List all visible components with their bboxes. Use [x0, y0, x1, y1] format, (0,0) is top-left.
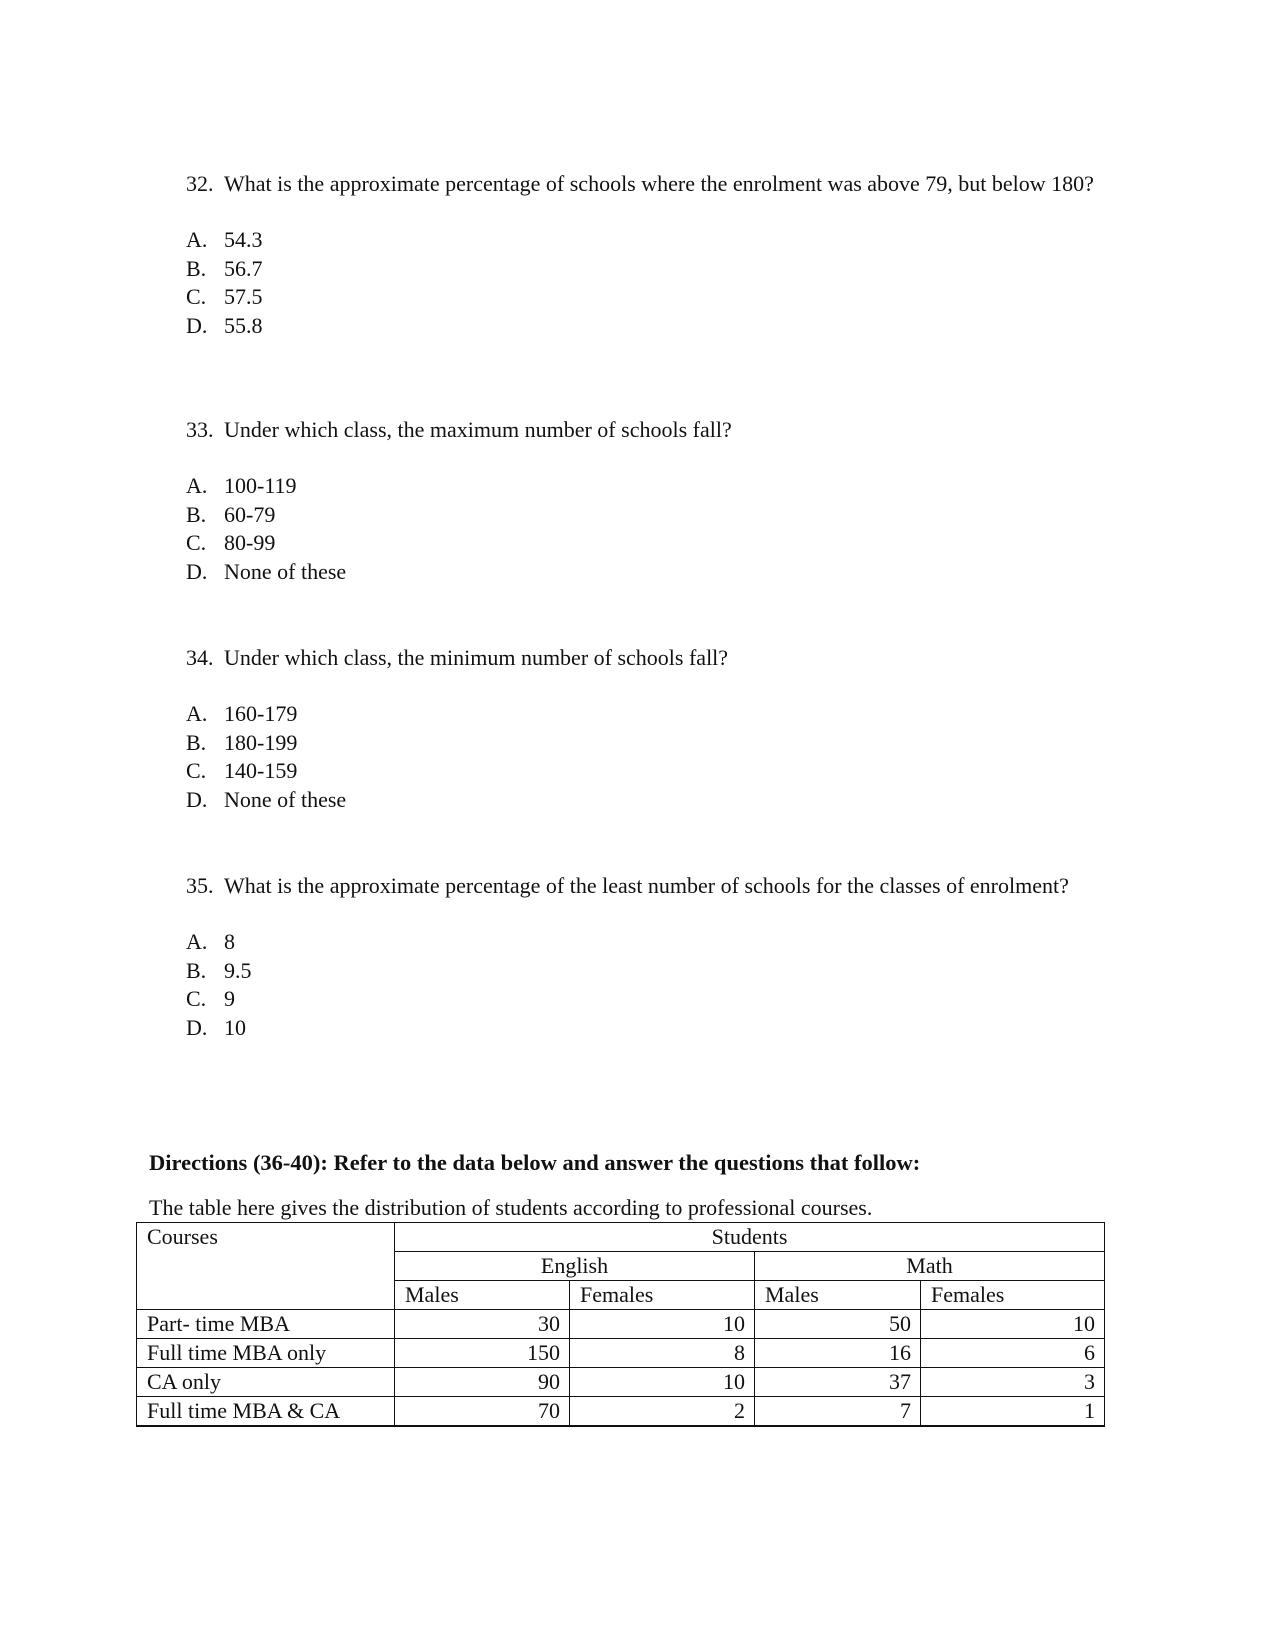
option-text: 80-99	[224, 530, 276, 555]
table-row	[137, 1310, 1105, 1339]
question-text: Under which class, the maximum number of schools fall?	[224, 417, 732, 442]
table-cell: 30	[395, 1310, 570, 1339]
group-header-math: Math	[755, 1252, 1105, 1281]
option	[186, 957, 1116, 986]
options-list	[186, 700, 1116, 814]
option-letter: B.	[186, 729, 207, 755]
option	[186, 472, 1116, 501]
table-cell: 90	[395, 1368, 570, 1397]
option-letter: A.	[186, 473, 208, 498]
question-number: 33.	[186, 417, 214, 442]
table-row	[137, 1397, 1105, 1427]
subheader-math-females: Females	[921, 1281, 1105, 1310]
subheader-math-males: Males	[755, 1281, 921, 1310]
option-letter: D.	[186, 786, 208, 812]
option-text: None of these	[224, 558, 347, 584]
option-text: 60-79	[224, 501, 276, 527]
question-34	[186, 644, 1116, 814]
table-cell: 70	[395, 1397, 570, 1427]
option	[186, 501, 1116, 530]
question-number: 32.	[186, 171, 214, 196]
option-text: 140-159	[224, 758, 298, 783]
subheader-english-males: Males	[395, 1281, 570, 1310]
option-letter: B.	[186, 501, 207, 527]
options-list	[186, 226, 1116, 340]
option-letter: A.	[186, 227, 208, 252]
option	[186, 255, 1116, 284]
option-text: 9.5	[224, 957, 252, 983]
table-cell: 16	[755, 1339, 921, 1368]
question-text: What is the approximate percentage of the least number of schools for the classes of enrolment?	[224, 873, 1069, 898]
option-letter: A.	[186, 929, 208, 954]
courses-header: Courses	[137, 1223, 395, 1310]
course-name: Part- time MBA	[137, 1310, 395, 1339]
option-letter: C.	[186, 758, 207, 783]
table-header-row	[137, 1223, 1105, 1252]
option-text: 54.3	[224, 227, 263, 252]
students-distribution-table	[136, 1222, 1105, 1427]
group-header-english: English	[395, 1252, 755, 1281]
table-cell: 6	[921, 1339, 1105, 1368]
option-text: None of these	[224, 786, 347, 812]
option-text: 10	[224, 1014, 246, 1040]
table-cell: 10	[921, 1310, 1105, 1339]
option	[186, 928, 1116, 957]
question-text: What is the approximate percentage of schools where the enrolment was above 79, but below 180?	[224, 171, 1094, 196]
subheader-english-females: Females	[570, 1281, 755, 1310]
table-cell: 10	[570, 1368, 755, 1397]
course-name: Full time MBA & CA	[137, 1397, 395, 1427]
table-cell: 50	[755, 1310, 921, 1339]
table-row	[137, 1368, 1105, 1397]
option	[186, 786, 1116, 815]
table-cell: 1	[921, 1397, 1105, 1427]
option	[186, 729, 1116, 758]
option-text: 55.8	[224, 312, 263, 338]
option-letter: D.	[186, 558, 208, 584]
table-cell: 2	[570, 1397, 755, 1427]
question-35	[186, 872, 1116, 1042]
question-text: Under which class, the minimum number of schools fall?	[224, 645, 729, 670]
option	[186, 226, 1116, 255]
option	[186, 558, 1116, 587]
question-32	[186, 170, 1116, 340]
option-letter: D.	[186, 312, 208, 338]
option-text: 56.7	[224, 255, 263, 281]
question-33	[186, 416, 1116, 586]
option	[186, 312, 1116, 341]
option	[186, 985, 1116, 1014]
students-header: Students	[395, 1223, 1105, 1252]
option-letter: C.	[186, 986, 207, 1011]
table-intro: The table here gives the distribution of students according to professional courses.	[149, 1195, 873, 1220]
option-text: 8	[224, 929, 235, 954]
table-cell: 10	[570, 1310, 755, 1339]
option	[186, 1014, 1116, 1043]
course-name: CA only	[137, 1368, 395, 1397]
directions-heading: Directions (36-40): Refer to the data below and answer the questions that follow:	[149, 1150, 921, 1175]
option	[186, 283, 1116, 312]
option-letter: B.	[186, 255, 207, 281]
option-letter: B.	[186, 957, 207, 983]
table-cell: 8	[570, 1339, 755, 1368]
option-text: 9	[224, 986, 235, 1011]
question-number: 35.	[186, 873, 214, 898]
option-letter: C.	[186, 284, 207, 309]
option-text: 57.5	[224, 284, 263, 309]
option-letter: A.	[186, 701, 208, 726]
option-text: 180-199	[224, 729, 298, 755]
table-cell: 37	[755, 1368, 921, 1397]
table-row	[137, 1339, 1105, 1368]
table-cell: 150	[395, 1339, 570, 1368]
options-list	[186, 472, 1116, 586]
option-letter: C.	[186, 530, 207, 555]
option	[186, 529, 1116, 558]
course-name: Full time MBA only	[137, 1339, 395, 1368]
option-text: 160-179	[224, 701, 298, 726]
option-text: 100-119	[224, 473, 297, 498]
options-list	[186, 928, 1116, 1042]
table-cell: 3	[921, 1368, 1105, 1397]
question-number: 34.	[186, 645, 214, 670]
option	[186, 700, 1116, 729]
table-cell: 7	[755, 1397, 921, 1427]
option-letter: D.	[186, 1014, 208, 1040]
option	[186, 757, 1116, 786]
